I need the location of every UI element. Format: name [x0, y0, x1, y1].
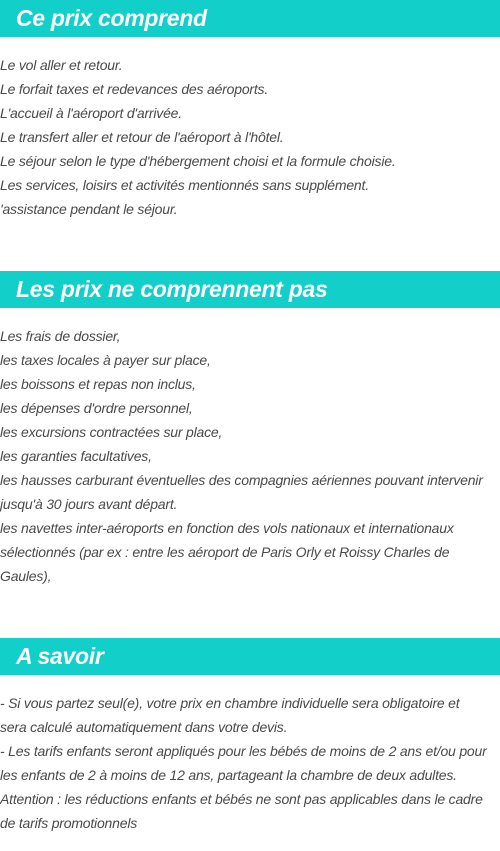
- list-item: les hausses carburant éventuelles des compagnies aériennes pouvant intervenir: [0, 472, 483, 488]
- list-item: L'accueil à l'aéroport d'arrivée.: [0, 105, 182, 121]
- list-item: Le transfert aller et retour de l'aéroport à l'hôtel.: [0, 129, 284, 145]
- list-item: - Si vous partez seul(e), votre prix en chambre individuelle sera obligatoire et: [0, 695, 460, 711]
- section-price-excludes: [0, 271, 500, 588]
- section-title: Les prix ne comprennent pas: [16, 276, 328, 302]
- list-item: jusqu'à 30 jours avant départ.: [0, 496, 178, 512]
- list-item: Les frais de dossier,: [0, 328, 121, 344]
- list-item: Les services, loisirs et activités mentionnés sans supplément.: [0, 177, 369, 193]
- section-header: [0, 638, 500, 675]
- list-item: les excursions contractées sur place,: [0, 424, 223, 440]
- list-item: les dépenses d'ordre personnel,: [0, 400, 193, 416]
- list-item: Le vol aller et retour.: [0, 57, 123, 73]
- list-item: sélectionnés (par ex : entre les aéroport de Paris Orly et Roissy Charles de: [0, 544, 450, 560]
- list-item: Le forfait taxes et redevances des aéroports.: [0, 81, 269, 97]
- list-item: les garanties facultatives,: [0, 448, 152, 464]
- list-item: les enfants de 2 à moins de 12 ans, partageant la chambre de deux adultes.: [0, 767, 457, 783]
- section-header: [0, 0, 500, 37]
- list-item: Attention : les réductions enfants et bébés ne sont pas applicables dans le cadre: [0, 791, 483, 807]
- list-item: de tarifs promotionnels: [0, 815, 138, 831]
- list-item: Gaules),: [0, 568, 52, 584]
- section-title: Ce prix comprend: [16, 5, 207, 31]
- list-item: les boissons et repas non inclus,: [0, 376, 196, 392]
- list-item: sera calculé automatiquement dans votre devis.: [0, 719, 288, 735]
- list-item: les taxes locales à payer sur place,: [0, 352, 211, 368]
- section-title: A savoir: [16, 643, 104, 669]
- section-good-to-know: [0, 638, 500, 835]
- section-price-includes: [0, 0, 500, 221]
- section-header: [0, 271, 500, 308]
- section-body: [0, 37, 500, 221]
- list-item: Le séjour selon le type d'hébergement choisi et la formule choisie.: [0, 153, 396, 169]
- list-item: les navettes inter-aéroports en fonction des vols nationaux et internationaux: [0, 520, 454, 536]
- list-item: 'assistance pendant le séjour.: [0, 201, 178, 217]
- section-body: [0, 675, 500, 835]
- section-body: [0, 308, 500, 588]
- list-item: - Les tarifs enfants seront appliqués pour les bébés de moins de 2 ans et/ou pour: [0, 743, 487, 759]
